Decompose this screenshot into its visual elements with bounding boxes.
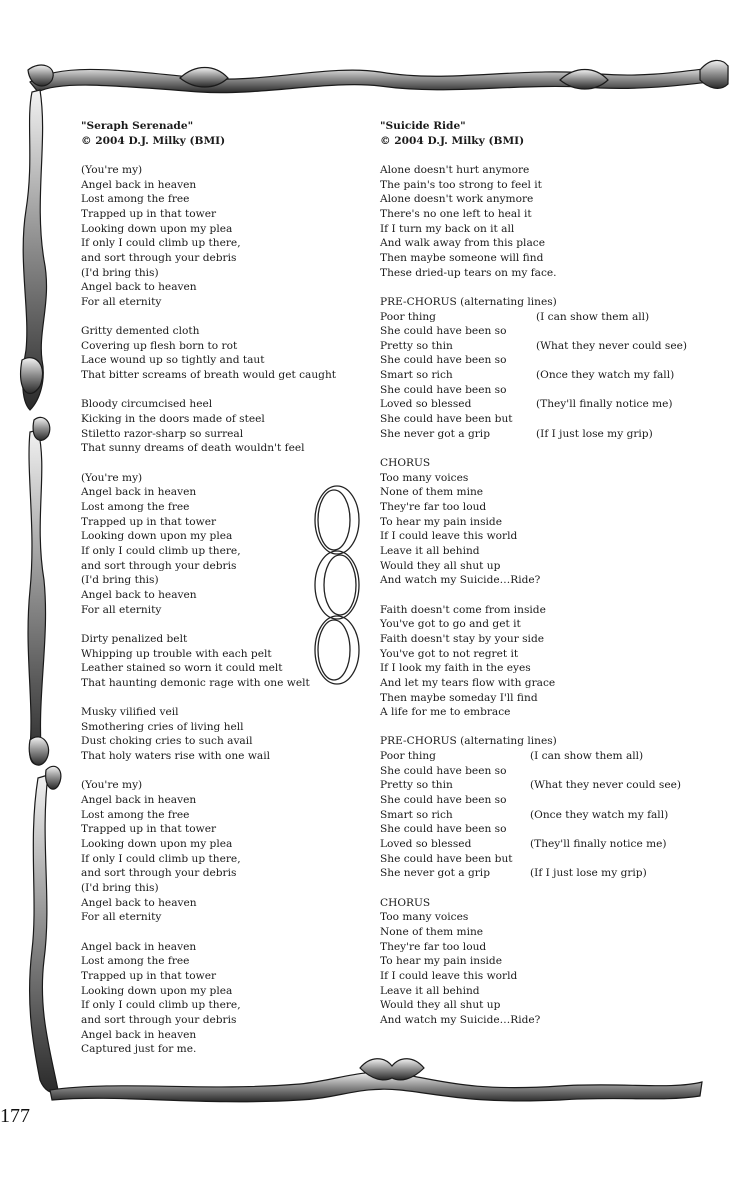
chorus-2 (380, 896, 680, 1028)
alternating-line-pair (380, 808, 680, 823)
lyric-line: Loved so blessed (380, 398, 472, 411)
alternating-line-pair (380, 793, 680, 808)
stanza (81, 471, 311, 618)
alternating-line-pair (380, 412, 680, 427)
song-title: "Suicide Ride" (380, 120, 466, 132)
lyric-line: Too many voices (380, 911, 469, 924)
lyric-line: Angel back in heaven (81, 794, 197, 807)
lyric-line: (You're my) (81, 471, 143, 484)
lyric-line: She could have been so (380, 764, 507, 777)
lyric-line: If I could leave this world (380, 530, 518, 543)
lyric-line: Angel back to heaven (81, 281, 197, 294)
lyric-line: And watch my Suicide…Ride? (380, 574, 541, 587)
lyric-line: Kicking in the doors made of steel (81, 413, 265, 426)
chorus-1 (380, 456, 680, 588)
lyric-line: Trapped up in that tower (81, 515, 217, 528)
lyric-line: They're far too loud (380, 501, 487, 514)
lyric-line: Trapped up in that tower (81, 969, 217, 982)
alternating-line-pair (380, 866, 680, 881)
lyric-line: Smart so rich (380, 808, 453, 821)
lyric-echo-line: (What they never could see) (536, 339, 688, 352)
stanza (81, 163, 311, 310)
lyric-line: Whipping up trouble with each pelt (81, 647, 272, 660)
lyric-line: Loved so blessed (380, 838, 472, 851)
suicide-ride-lyrics (380, 119, 688, 1042)
lyric-line: If I could leave this world (380, 969, 518, 982)
pre-chorus-heading: PRE-CHORUS (alternating lines) (380, 295, 557, 308)
song-copyright: © 2004 D.J. Milky (BMI) (81, 134, 226, 147)
lyric-line: Stiletto razor-sharp so surreal (81, 427, 244, 440)
lyric-line: That bitter screams of breath would get caught (81, 369, 337, 382)
seraph-serenade-lyrics (81, 119, 337, 1072)
lyric-line: Looking down upon my plea (81, 530, 233, 543)
alternating-line-pair (380, 383, 680, 398)
alternating-line-pair (380, 397, 680, 412)
lyric-line: and sort through your debris (81, 867, 237, 880)
lyric-line: (You're my) (81, 779, 143, 792)
lyric-line: (I'd bring this) (81, 266, 159, 279)
lyric-echo-line: (Once they watch my fall) (530, 808, 669, 821)
alternating-line-pair (380, 324, 680, 339)
lyric-line: Would they all shut up (380, 559, 501, 572)
lyric-line: (You're my) (81, 163, 143, 176)
alternating-line-pair (380, 822, 680, 837)
alternating-line-pair (380, 427, 680, 442)
alternating-line-pair (380, 353, 680, 368)
lyric-line: To hear my pain inside (380, 515, 502, 528)
left-border-ornament (21, 90, 61, 1092)
stanza (81, 397, 311, 456)
lyric-line: Alone doesn't work anymore (380, 193, 534, 206)
alternating-line-pair (380, 310, 680, 325)
lyric-line: For all eternity (81, 603, 162, 616)
lyric-line: A life for me to embrace (380, 706, 511, 719)
lyric-echo-line: (If I just lose my grip) (536, 427, 653, 440)
lyric-line: She could have been so (380, 823, 507, 836)
lyric-line: Then maybe someday I'll find (380, 691, 538, 704)
lyric-line: They're far too loud (380, 940, 487, 953)
lyric-line: None of them mine (380, 486, 484, 499)
alternating-line-pair (380, 778, 680, 793)
lyric-line: Captured just for me. (81, 1043, 197, 1056)
lyric-line: Looking down upon my plea (81, 222, 233, 235)
lyric-line: Poor thing (380, 310, 436, 323)
lyric-line: Gritty demented cloth (81, 325, 200, 338)
lyric-line: Alone doesn't hurt anymore (380, 163, 530, 176)
verse-1 (380, 163, 680, 280)
lyric-echo-line: (What they never could see) (530, 779, 682, 792)
alternating-line-pair (380, 368, 680, 383)
lyric-line: If I look my faith in the eyes (380, 662, 531, 675)
lyric-line: If only I could climb up there, (81, 852, 241, 865)
lyric-line: She could have been but (380, 852, 513, 865)
lyric-line: Pretty so thin (380, 339, 453, 352)
lyric-line: CHORUS (380, 457, 431, 470)
lyric-line: Would they all shut up (380, 999, 501, 1012)
lyric-line: Angel back in heaven (81, 178, 197, 191)
lyric-line: Pretty so thin (380, 779, 453, 792)
lyric-line: Dirty penalized belt (81, 632, 188, 645)
lyric-line: She could have been but (380, 413, 513, 426)
lyric-line: (I'd bring this) (81, 574, 159, 587)
lyric-line: That haunting demonic rage with one welt (81, 676, 310, 689)
lyric-line: If only I could climb up there, (81, 237, 241, 250)
lyric-echo-line: (I can show them all) (530, 750, 644, 763)
lyric-line: There's no one left to heal it (380, 207, 532, 220)
lyric-line: Smart so rich (380, 369, 453, 382)
stanza (81, 705, 311, 764)
lyric-line: She could have been so (380, 325, 507, 338)
lyric-line: Lace wound up so tightly and taut (81, 354, 265, 367)
pre-chorus-2 (380, 734, 680, 881)
lyric-line: She could have been so (380, 383, 507, 396)
lyric-line: Poor thing (380, 750, 436, 763)
lyric-line: That sunny dreams of death wouldn't feel (81, 442, 305, 455)
lyric-line: Angel back in heaven (81, 486, 197, 499)
lyric-line: To hear my pain inside (380, 955, 502, 968)
lyric-line: For all eternity (81, 911, 162, 924)
song-copyright: © 2004 D.J. Milky (BMI) (380, 134, 525, 147)
lyric-line: Lost among the free (81, 955, 190, 968)
lyric-line: If only I could climb up there, (81, 999, 241, 1012)
lyric-line: Angel back in heaven (81, 1028, 197, 1041)
lyric-line: Lost among the free (81, 501, 190, 513)
lyric-line: and sort through your debris (81, 251, 237, 264)
lyric-line: (I'd bring this) (81, 882, 159, 895)
lyric-line: If I turn my back on it all (380, 222, 515, 235)
lyric-line: Lost among the free (81, 808, 190, 821)
lyric-echo-line: (Once they watch my fall) (536, 369, 675, 382)
lyric-line: CHORUS (380, 896, 431, 909)
lyric-line: For all eternity (81, 295, 162, 308)
lyrics-body (81, 163, 337, 1057)
lyric-line: Faith doesn't come from inside (380, 603, 546, 616)
lyric-line: Leather stained so worn it could melt (81, 662, 283, 675)
lyric-line: None of them mine (380, 926, 484, 938)
page-number: 177 (0, 1105, 30, 1127)
lyric-line: These dried-up tears on my face. (380, 266, 557, 279)
stanza (81, 778, 311, 925)
lyric-line: Dust choking cries to such avail (81, 735, 253, 748)
lyric-line: Leave it all behind (380, 544, 480, 557)
lyric-line: If only I could climb up there, (81, 544, 241, 557)
lyric-line: Trapped up in that tower (81, 207, 217, 220)
verse-2 (380, 603, 680, 720)
lyric-line: Angel back in heaven (81, 940, 197, 953)
lyric-line: Too many voices (380, 471, 469, 484)
lyric-echo-line: (If I just lose my grip) (530, 867, 647, 880)
lyric-line: She never got a grip (380, 427, 490, 440)
lyric-line: That holy waters rise with one wail (81, 750, 270, 763)
stanza (81, 940, 311, 1057)
lyric-line: Looking down upon my plea (81, 838, 233, 851)
lyric-line: She could have been so (380, 794, 507, 807)
lyric-echo-line: (I can show them all) (536, 310, 650, 323)
alternating-line-pair (380, 749, 680, 764)
lyric-line: Smothering cries of living hell (81, 720, 244, 733)
lyric-echo-line: (They'll finally notice me) (536, 398, 673, 411)
lyric-line: Looking down upon my plea (81, 984, 233, 997)
lyric-line: You've got to go and get it (380, 618, 521, 631)
lyric-line: The pain's too strong to feel it (380, 178, 542, 191)
loops-ornament-icon (315, 486, 359, 684)
lyric-line: Bloody circumcised heel (81, 398, 213, 411)
lyric-line: Angel back to heaven (81, 588, 197, 601)
alternating-line-pair (380, 764, 680, 779)
pre-chorus-1 (380, 295, 688, 442)
stanza (81, 632, 311, 691)
pre-chorus-heading: PRE-CHORUS (alternating lines) (380, 735, 557, 748)
lyric-line: Covering up flesh born to rot (81, 339, 238, 352)
lyric-line: Leave it all behind (380, 984, 480, 997)
lyric-line: and sort through your debris (81, 1013, 237, 1026)
song-title: "Seraph Serenade" (81, 120, 194, 132)
lyric-echo-line: (They'll finally notice me) (530, 838, 667, 851)
lyric-line: And watch my Suicide…Ride? (380, 1013, 541, 1026)
lyric-line: Trapped up in that tower (81, 823, 217, 836)
lyric-line: And let my tears flow with grace (380, 676, 556, 689)
lyric-line: She never got a grip (380, 867, 490, 880)
lyric-line: And walk away from this place (380, 237, 545, 250)
lyric-line: and sort through your debris (81, 559, 237, 572)
lyric-line: You've got to not regret it (380, 647, 519, 660)
lyric-line: Musky vilified veil (81, 706, 179, 719)
alternating-line-pair (380, 339, 688, 354)
lyric-line: Angel back to heaven (81, 896, 197, 909)
alternating-line-pair (380, 852, 680, 867)
stanza (81, 324, 337, 383)
lyric-line: Then maybe someone will find (380, 251, 544, 264)
lyric-line: Lost among the free (81, 193, 190, 206)
alternating-line-pair (380, 837, 680, 852)
lyric-line: She could have been so (380, 354, 507, 367)
top-border-ornament (28, 60, 728, 92)
lyric-line: Faith doesn't stay by your side (380, 632, 544, 645)
